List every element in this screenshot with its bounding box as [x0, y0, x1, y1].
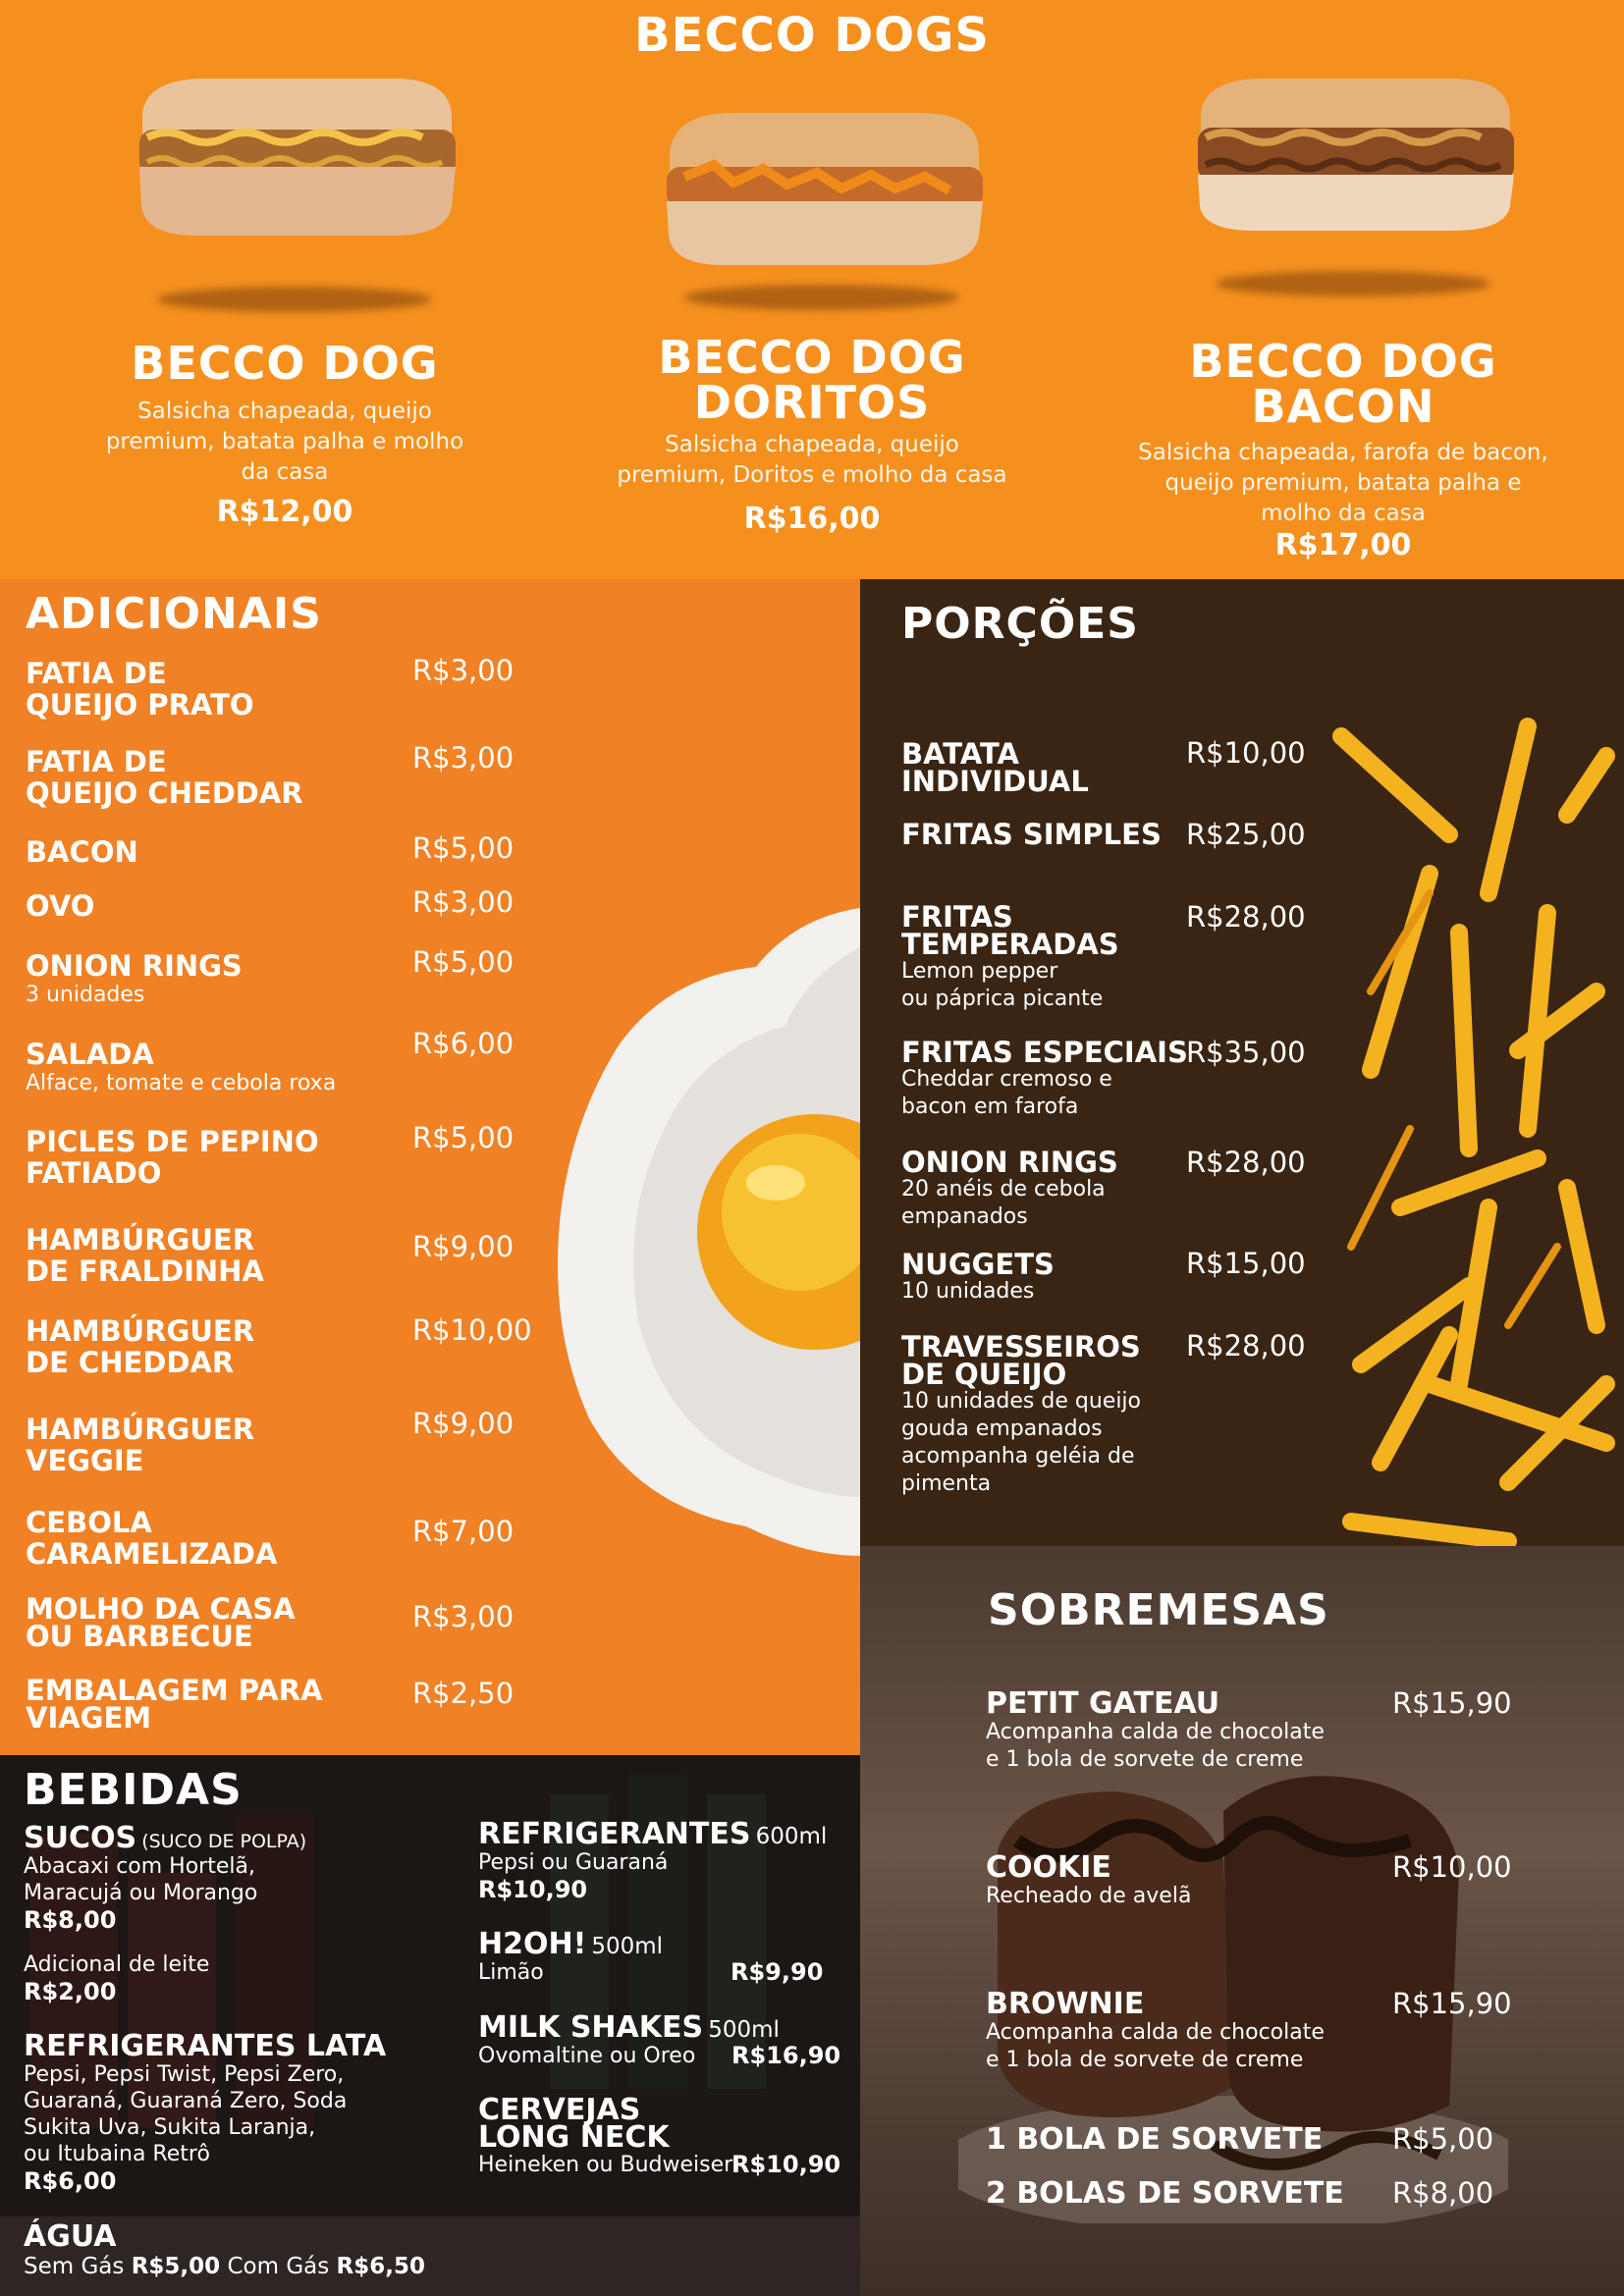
item-name: REFRIGERANTES LATA [24, 2029, 387, 2063]
item-size: 500ml [708, 2017, 780, 2043]
item-desc-line: Salsicha chapeada, farofa de bacon, [1138, 440, 1548, 465]
item-desc-line: da casa [241, 459, 329, 485]
item-price: R$15,00 [1186, 1247, 1306, 1280]
fried-egg-image [550, 908, 860, 1566]
shadow [1216, 271, 1490, 296]
item-name: VIAGEM [26, 1701, 152, 1735]
item-price: R$15,90 [1392, 1987, 1512, 2020]
item-desc-line: queijo premium, batata palha e [1164, 470, 1522, 496]
item-name: FATIADO [26, 1156, 162, 1190]
item-desc-line: molho da casa [1261, 501, 1426, 526]
list-item [26, 1414, 418, 1476]
list-item [986, 2122, 1398, 2157]
item-name: QUEIJO PRATO [26, 688, 254, 721]
item-name: REFRIGERANTES [478, 1817, 751, 1851]
item-price: R$28,00 [1186, 900, 1306, 934]
shadow [684, 285, 959, 310]
item-desc: Heineken ou Budweiser [478, 2153, 733, 2177]
item-name: BECCO DOG [131, 337, 439, 390]
list-item [986, 1850, 1398, 1910]
list-item [901, 900, 1186, 1013]
item-desc: Limão [478, 1960, 544, 1985]
item-subtext: ou páprica picante [901, 987, 1104, 1011]
item-subtext: 10 unidades [901, 1279, 1035, 1304]
drink-agua [24, 2219, 475, 2281]
item-name: TEMPERADAS [901, 928, 1119, 961]
item-price: R$5,00 [131, 2254, 221, 2279]
list-item [26, 1507, 418, 1570]
item-name: BACON [1251, 380, 1435, 433]
drink-h2oh [478, 1927, 851, 1986]
item-name: 1 BOLA DE SORVETE [986, 2122, 1324, 2157]
hotdog-image [118, 69, 471, 255]
item-subtext: Maracujá ou Morango [24, 1881, 258, 1905]
item-name: OU BARBECUE [26, 1620, 253, 1653]
item-price: R$5,00 [412, 831, 514, 865]
item-price: R$8,00 [24, 1906, 117, 1934]
item-name: PICLES DE PEPINO [26, 1125, 319, 1158]
item-subtext: acompanha geléia de [901, 1444, 1135, 1468]
item-subtext: Lemon pepper [901, 959, 1058, 984]
item-name: EMBALAGEM PARA [26, 1674, 323, 1707]
brand-title: BECCO DOGS [634, 8, 990, 63]
item-name: MOLHO DA CASA [26, 1592, 296, 1626]
drink-sucos [24, 1821, 416, 1934]
item-price: R$3,00 [412, 741, 514, 774]
porcoes-section [860, 579, 1624, 1546]
item-subtext: Pepsi, Pepsi Twist, Pepsi Zero, [24, 2062, 345, 2087]
item-subtext [478, 1959, 851, 1986]
item-price: R$2,00 [24, 1978, 117, 2005]
list-item [986, 1686, 1398, 1774]
hotdog-image [1176, 69, 1530, 255]
item-desc-line: Salsicha chapeada, queijo [665, 432, 959, 457]
hotdog-image [645, 98, 999, 285]
item-price: R$3,00 [412, 1600, 514, 1633]
item-price: R$17,00 [1274, 528, 1412, 562]
item-subtext: Sukita Uva, Sukita Laranja, [24, 2115, 316, 2140]
list-item [986, 1987, 1398, 2074]
sobremesas-section [860, 1546, 1624, 2296]
item-desc-line: Salsicha chapeada, queijo [137, 399, 432, 424]
item-price: R$10,90 [478, 1876, 588, 1903]
item-name: BACON [26, 835, 138, 869]
item-price: R$2,50 [412, 1677, 514, 1710]
item-name: CARAMELIZADA [26, 1537, 278, 1571]
item-subtext: Pepsi ou Guaraná [478, 1850, 669, 1875]
item-subtext: Acompanha calda de chocolate [986, 1720, 1325, 1744]
item-subtext: bacon em farofa [901, 1095, 1079, 1119]
item-subtext: Recheado de avelã [986, 1884, 1192, 1908]
item-price: R$12,00 [216, 495, 353, 529]
item-name: MILK SHAKES [478, 2010, 704, 2045]
item-size: 500ml [591, 1934, 664, 1959]
adicionais-section [0, 579, 860, 1755]
section-title: PORÇÕES [901, 599, 1139, 649]
item-name: ÁGUA [24, 2219, 117, 2254]
item-price: R$6,00 [412, 1027, 514, 1060]
item-price: R$10,00 [1186, 736, 1306, 770]
drink-refrigerantes-lata [24, 2029, 436, 2195]
list-item [901, 1248, 1186, 1306]
item-price: R$28,00 [1186, 1146, 1306, 1179]
item-name: PETIT GATEAU [986, 1686, 1220, 1721]
section-title: ADICIONAIS [26, 589, 322, 639]
item-price: R$6,50 [336, 2254, 425, 2279]
hotdogs-banner [0, 0, 1624, 579]
item-subtext: Adicional de leite [24, 1952, 210, 1977]
item-name: ONION RINGS [26, 949, 243, 983]
item-price: R$9,00 [412, 1407, 514, 1440]
item-name: FRITAS SIMPLES [901, 818, 1162, 851]
item-name: BECCO DOG [658, 331, 966, 384]
item-name: HAMBÚRGUER [26, 1413, 255, 1446]
item-name: FATIA DE [26, 657, 167, 690]
list-item [26, 950, 418, 1009]
item-price: R$8,00 [1392, 2176, 1494, 2210]
list-item [901, 1036, 1196, 1121]
item-name: HAMBÚRGUER [26, 1314, 255, 1348]
list-item [26, 1592, 418, 1653]
item-price: R$10,00 [1392, 1850, 1512, 1884]
item-subtext: Abacaxi com Hortelã, [24, 1854, 255, 1879]
list-item [901, 737, 1186, 798]
item-price: R$16,90 [731, 2042, 841, 2069]
list-item [26, 890, 418, 922]
item-name: CERVEJAS [478, 2093, 641, 2127]
item-name: 2 BOLAS DE SORVETE [986, 2176, 1344, 2211]
list-item [986, 2176, 1398, 2211]
item-price: R$16,00 [743, 502, 881, 536]
item-name: FRITAS [901, 900, 1013, 934]
item-subtext: Com Gás [227, 2254, 330, 2279]
item-subtext: empanados [901, 1204, 1028, 1229]
item-name: NUGGETS [901, 1248, 1055, 1281]
list-item [26, 836, 418, 868]
item-price: R$35,00 [1186, 1036, 1306, 1069]
item-price: R$5,00 [412, 945, 514, 979]
french-fries-image [1312, 697, 1624, 1546]
item-name: DE QUEIJO [901, 1358, 1067, 1391]
item-subtext: 10 unidades de queijo [901, 1389, 1142, 1414]
item-price: R$3,00 [412, 885, 514, 919]
item-subtext: pimenta [901, 1471, 992, 1496]
item-name: DORITOS [693, 376, 931, 429]
item-name: HAMBÚRGUER [26, 1223, 255, 1256]
drink-adicional-leite [24, 1951, 416, 2005]
item-tag: (SUCO DE POLPA) [141, 1831, 307, 1852]
item-desc-line: premium, Doritos e molho da casa [617, 462, 1007, 488]
item-subtext: e 1 bola de sorvete de creme [986, 2048, 1304, 2072]
item-subtext: Sem Gás [24, 2254, 125, 2279]
item-subtext: Guaraná, Guaraná Zero, Soda [24, 2089, 348, 2113]
item-subtext: gouda empanados [901, 1416, 1103, 1441]
item-price: R$5,00 [412, 1121, 514, 1154]
item-name: CEBOLA [26, 1506, 152, 1539]
drink-refrigerantes [478, 1817, 851, 1903]
item-name: BATATA [901, 737, 1019, 771]
list-item [26, 746, 418, 809]
item-desc: Ovomaltine ou Oreo [478, 2044, 696, 2068]
item-name: VEGGIE [26, 1444, 144, 1477]
bebidas-section [0, 1755, 860, 2296]
item-name: INDIVIDUAL [901, 765, 1089, 798]
item-price: R$9,00 [412, 1230, 514, 1263]
item-price: R$7,00 [412, 1515, 514, 1548]
item-price: R$9,90 [731, 1958, 824, 1986]
item-price: R$28,00 [1186, 1329, 1306, 1362]
list-item [901, 1148, 1186, 1231]
list-item [26, 1126, 418, 1189]
list-item [901, 818, 1186, 851]
item-subtext: e 1 bola de sorvete de creme [986, 1747, 1304, 1772]
item-price: R$10,90 [731, 2151, 841, 2178]
list-item [26, 1224, 418, 1287]
item-subtext: 3 unidades [26, 983, 145, 1007]
item-price: R$5,00 [1392, 2122, 1494, 2156]
item-name: BECCO DOG [1189, 335, 1497, 388]
item-subtext: ou Itubaina Retrô [24, 2142, 210, 2166]
item-name: FRITAS ESPECIAIS [901, 1036, 1188, 1069]
item-name: DE FRALDINHA [26, 1255, 264, 1288]
item-subtext: Cheddar cremoso e [901, 1067, 1112, 1092]
item-name: ONION RINGS [901, 1146, 1118, 1179]
list-item [26, 1039, 418, 1097]
item-price: R$25,00 [1186, 818, 1306, 851]
list-item [26, 658, 418, 721]
list-item [901, 1330, 1186, 1498]
item-subtext: 20 anéis de cebola [901, 1177, 1106, 1201]
section-title: BEBIDAS [24, 1765, 243, 1815]
item-subtext [478, 2043, 861, 2069]
item-name: H2OH! [478, 1927, 587, 1961]
item-name: OVO [26, 889, 95, 923]
item-subtext [478, 2152, 861, 2178]
list-item [26, 1315, 418, 1378]
list-item [26, 1674, 418, 1735]
item-price: R$3,00 [412, 654, 514, 687]
item-name: QUEIJO CHEDDAR [26, 776, 303, 810]
item-desc-line: premium, batata palha e molho [105, 429, 464, 454]
item-size: 600ml [755, 1824, 828, 1849]
item-subtext: Acompanha calda de chocolate [986, 2020, 1325, 2045]
item-name: COOKIE [986, 1850, 1111, 1885]
item-subtext: Alface, tomate e cebola roxa [26, 1071, 337, 1095]
shadow [157, 287, 432, 312]
item-name: SUCOS [24, 1821, 137, 1855]
item-name: FATIA DE [26, 745, 167, 778]
item-name: DE CHEDDAR [26, 1346, 235, 1379]
drink-milk-shakes [478, 2010, 861, 2069]
item-name: SALADA [26, 1038, 154, 1071]
item-name: TRAVESSEIROS [901, 1330, 1141, 1363]
drink-cervejas [478, 2093, 861, 2178]
section-title: SOBREMESAS [988, 1585, 1329, 1635]
item-price: R$15,90 [1392, 1686, 1512, 1720]
item-name: BROWNIE [986, 1987, 1145, 2021]
item-price: R$6,00 [24, 2167, 117, 2195]
item-price: R$10,00 [412, 1313, 532, 1347]
item-name: LONG NECK [478, 2120, 670, 2155]
